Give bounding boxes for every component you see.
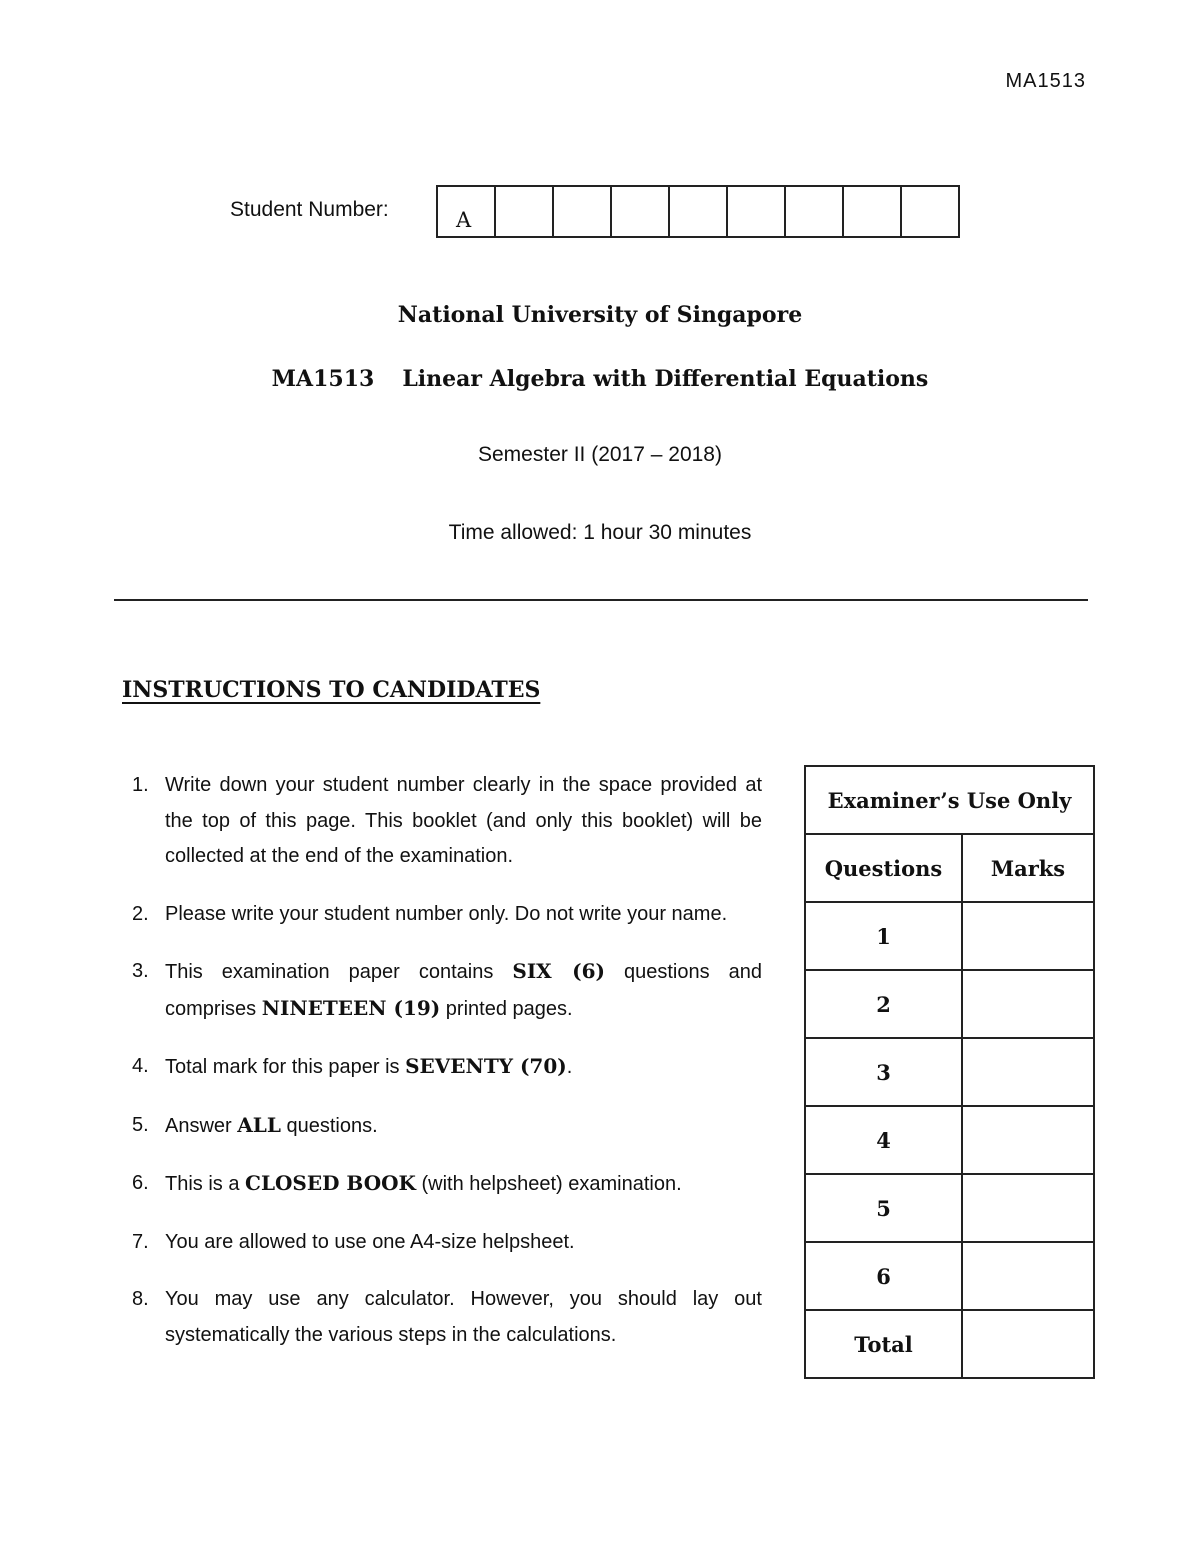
time-allowed: Time allowed: 1 hour 30 minutes [448, 521, 752, 544]
instruction-text: questions and comprises [165, 961, 762, 1020]
course-title [0, 366, 1200, 392]
student-number-boxes [436, 185, 960, 238]
instruction-emphasis: ALL [237, 1112, 281, 1137]
instruction-number: 3. [132, 960, 149, 982]
instruction-item [132, 1282, 762, 1353]
table-row [805, 1242, 1094, 1310]
table-row [805, 970, 1094, 1038]
instruction-text: Please write your student number only. Do not write your name. [165, 902, 728, 925]
instruction-number: 7. [132, 1230, 149, 1253]
question-number-cell: 6 [805, 1242, 962, 1310]
instruction-number: 6. [132, 1172, 149, 1194]
instruction-text: (with helpsheet) examination. [415, 1173, 682, 1195]
instruction-item [132, 1166, 762, 1203]
course-code: MA1513 [271, 366, 375, 392]
student-number-cell[interactable] [844, 187, 902, 236]
instruction-text: Write down your student number clearly in the space provided at the top of this page. This booklet (and only this booklet) will be collected at the end of the examination. [165, 774, 762, 867]
instruction-number: 8. [132, 1288, 149, 1310]
instruction-text: questions. [280, 1114, 378, 1137]
instruction-item [132, 1108, 762, 1145]
instruction-number: 2. [132, 902, 149, 925]
instruction-emphasis: CLOSED BOOK [245, 1171, 416, 1195]
question-number-cell: 5 [805, 1174, 962, 1242]
table-row [805, 1310, 1094, 1378]
student-number-cell[interactable]: A [438, 187, 496, 236]
marks-cell[interactable] [962, 1174, 1094, 1242]
instruction-text: . [566, 1056, 573, 1078]
examiner-table [804, 765, 1095, 1379]
instruction-text: printed pages. [440, 997, 573, 1020]
instruction-item [132, 1225, 762, 1261]
course-name: Linear Algebra with Differential Equations [402, 366, 929, 392]
marks-cell[interactable] [962, 1106, 1094, 1174]
marks-cell[interactable] [962, 970, 1094, 1038]
examiner-table-title: Examiner’s Use Only [805, 766, 1094, 834]
marks-cell[interactable] [962, 1038, 1094, 1106]
marks-cell[interactable] [962, 1310, 1094, 1378]
question-number-cell: Total [805, 1310, 962, 1378]
column-header-questions: Questions [805, 834, 962, 902]
student-number-cell[interactable] [902, 187, 960, 236]
student-number-cell[interactable] [786, 187, 844, 236]
instruction-emphasis: SEVENTY (70) [405, 1054, 567, 1078]
instruction-number: 1. [132, 774, 149, 796]
university-name: National University of Singapore [397, 302, 803, 328]
instruction-text: You are allowed to use one A4-size helpsheet. [165, 1230, 575, 1253]
marks-cell[interactable] [962, 1242, 1094, 1310]
instruction-number: 4. [132, 1055, 149, 1077]
instructions-heading: INSTRUCTIONS TO CANDIDATES [122, 677, 541, 703]
table-row [805, 1106, 1094, 1174]
question-number-cell: 4 [805, 1106, 962, 1174]
instruction-item [132, 1049, 762, 1086]
student-number-cell[interactable] [554, 187, 612, 236]
instruction-text: Answer [165, 1114, 238, 1137]
student-number-cell[interactable] [612, 187, 670, 236]
table-row [805, 1174, 1094, 1242]
table-row [805, 1038, 1094, 1106]
student-number-label: Student Number: [230, 198, 389, 221]
student-number-cell[interactable] [496, 187, 554, 236]
question-number-cell: 1 [805, 902, 962, 970]
instruction-emphasis: NINETEEN (19) [261, 995, 441, 1020]
horizontal-divider [114, 599, 1088, 601]
instruction-text: This is a [165, 1173, 246, 1195]
instruction-number: 5. [132, 1113, 149, 1136]
semester: Semester II (2017 – 2018) [478, 443, 722, 466]
column-header-marks: Marks [962, 834, 1094, 902]
instructions-list [132, 768, 762, 1375]
student-number-cell[interactable] [670, 187, 728, 236]
instruction-text: You may use any calculator. However, you should lay out systematically the various steps in the calculations. [165, 1288, 762, 1346]
instruction-text: This examination paper contains [165, 961, 513, 983]
header-course-code: MA1513 [1005, 70, 1086, 92]
marks-cell[interactable] [962, 902, 1094, 970]
instruction-item [132, 768, 762, 875]
student-number-cell[interactable] [728, 187, 786, 236]
instruction-item [132, 954, 762, 1027]
table-row [805, 902, 1094, 970]
instruction-emphasis: SIX (6) [512, 959, 605, 983]
question-number-cell: 2 [805, 970, 962, 1038]
question-number-cell: 3 [805, 1038, 962, 1106]
instruction-text: Total mark for this paper is [165, 1056, 406, 1078]
instruction-item [132, 897, 762, 933]
